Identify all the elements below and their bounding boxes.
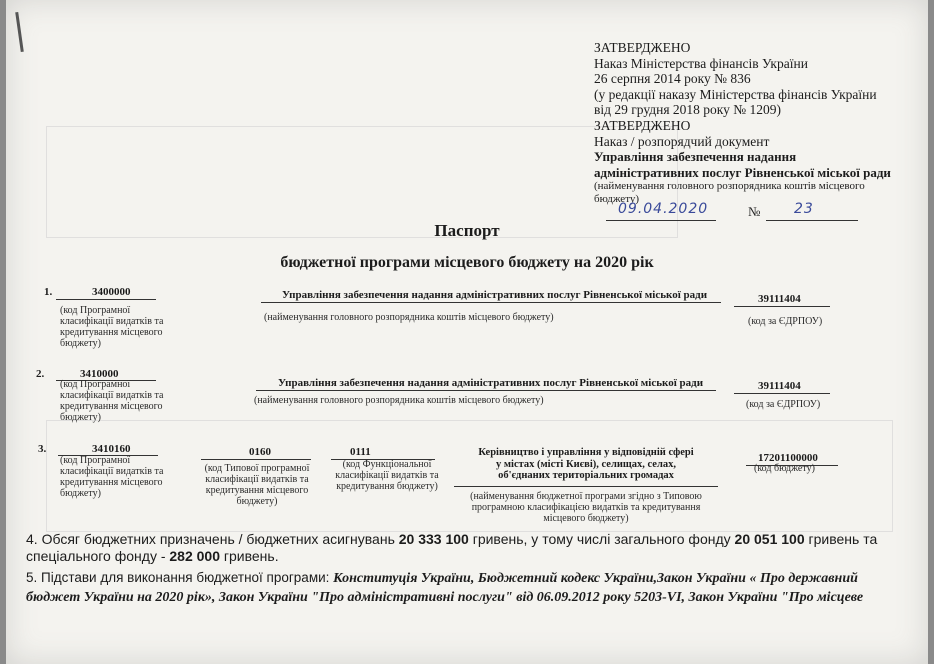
row2-edrpou-caption: (код за ЄДРПОУ): [746, 399, 821, 410]
p5-label: 5. Підстави для виконання бюджетної програми:: [26, 570, 334, 585]
row3-number: 3.: [38, 443, 47, 455]
approval-line: Наказ Міністерства фінансів України: [594, 55, 808, 71]
row2-edrpou-line: [734, 393, 830, 394]
row1-code-line: [56, 299, 156, 300]
row3-tpkvk: 0160: [249, 446, 271, 458]
budget-amount-paragraph: [26, 531, 906, 565]
row3-fkvk: 0111: [350, 446, 371, 458]
number-sign: №: [748, 204, 761, 219]
p4-text: гривень та спеціального фонду -: [26, 531, 878, 564]
scan-mark: [15, 12, 24, 52]
row1-edrpou: 39111404: [758, 293, 801, 305]
row1-code: 3400000: [92, 286, 131, 298]
row3-code-caption: (код Програмної класифікації видатків та кредитування місцевого бюджету): [60, 455, 164, 499]
approval-org-caption: (найменування головного розпорядника коштів місцевого бюджету): [594, 180, 865, 205]
row1-name: Управління забезпечення надання адміністративних послуг Рівненської міської ради: [282, 289, 708, 301]
approval-line: ЗАТВЕРДЖЕНО: [594, 40, 691, 55]
approval-org: Управління забезпечення надання: [594, 149, 797, 165]
row2-code: 3410000: [80, 368, 119, 380]
p4-text: гривень.: [220, 548, 279, 564]
approval-line: ЗАТВЕРДЖЕНО: [594, 117, 691, 133]
row2-name-line: [256, 390, 716, 391]
row3-tpkvk-caption: (код Типової програмної класифікації видатків та кредитування місцевого бюджету): [204, 463, 310, 507]
row2-edrpou: 39111404: [758, 380, 801, 392]
approval-line: 26 серпня 2014 року № 836: [594, 71, 751, 87]
approval-line: від 29 грудня 2018 року № 1209): [594, 102, 782, 118]
row3-program-name: [456, 447, 716, 482]
p5-basis: Конституція України, Бюджетний кодекс України,Закон України « Про державний бюджет України на 2020 рік», Закон України "Про адміністративні послуги" від 06.09.2012 року 5203-VІ, Закон України "Про місцеве: [26, 571, 864, 605]
row2-code-caption: (код Програмної класифікації видатків та кредитування місцевого бюджету): [60, 379, 164, 423]
p4-total: 20 333 100: [398, 531, 469, 547]
row1-name-line: [261, 302, 721, 303]
row3-name-caption: (найменування бюджетної програми згідно з Типовою програмною класифікацією видатків та кредитування місцевого бюджету): [470, 491, 702, 524]
basis-paragraph: [26, 569, 906, 607]
p4-special: 282 000: [169, 548, 220, 564]
p4-general: 20 051 100: [734, 531, 805, 547]
row2-name: Управління забезпечення надання адміністративних послуг Рівненської міської ради: [278, 377, 704, 389]
row3-fkvk-caption: (код Функціональної класифікації видатків та кредитування бюджету): [335, 459, 439, 492]
handwritten-date: 09.04.2020: [618, 201, 709, 217]
p4-text: гривень, у тому числі загального фонду: [468, 531, 735, 547]
document-page: [6, 0, 928, 664]
row3-budget-code: 17201100000: [758, 452, 818, 464]
row1-name-caption: (найменування головного розпорядника коштів місцевого бюджету): [264, 312, 554, 323]
row3-code: 3410160: [92, 443, 131, 455]
row3-tpkvk-line: [201, 459, 311, 460]
row3-name-line3: об'єднаних територіальних громадах: [498, 470, 674, 481]
page-title: Паспорт: [434, 221, 500, 240]
row1-edrpou-line: [734, 306, 830, 307]
row3-budget-caption: (код бюджету): [754, 463, 815, 474]
row2-number: 2.: [36, 368, 45, 380]
approval-org: адміністративних послуг Рівненської міської ради: [594, 164, 891, 180]
row1-number: 1.: [44, 286, 53, 298]
p4-text: 4. Обсяг бюджетних призначень / бюджетних асигнувань: [26, 531, 399, 547]
row1-edrpou-caption: (код за ЄДРПОУ): [748, 316, 823, 327]
row3-name-line1: Керівництво і управління у відповідній сфері: [478, 447, 694, 458]
row3-name-line2: у містах (місті Києві), селищах, селах,: [496, 458, 676, 470]
row1-code-caption: (код Програмної класифікації видатків та кредитування місцевого бюджету): [60, 305, 164, 349]
handwritten-number: 23: [794, 201, 814, 217]
approval-block: [594, 40, 894, 205]
approval-line: Наказ / розпорядчий документ: [594, 133, 770, 149]
row2-name-caption: (найменування головного розпорядника коштів місцевого бюджету): [254, 395, 544, 406]
bleed-through: [46, 30, 666, 105]
approval-line: (у редакції наказу Міністерства фінансів України: [594, 86, 877, 102]
page-subtitle: бюджетної програми місцевого бюджету на 2020 рік: [280, 254, 654, 271]
row3-name-line: [454, 486, 718, 487]
